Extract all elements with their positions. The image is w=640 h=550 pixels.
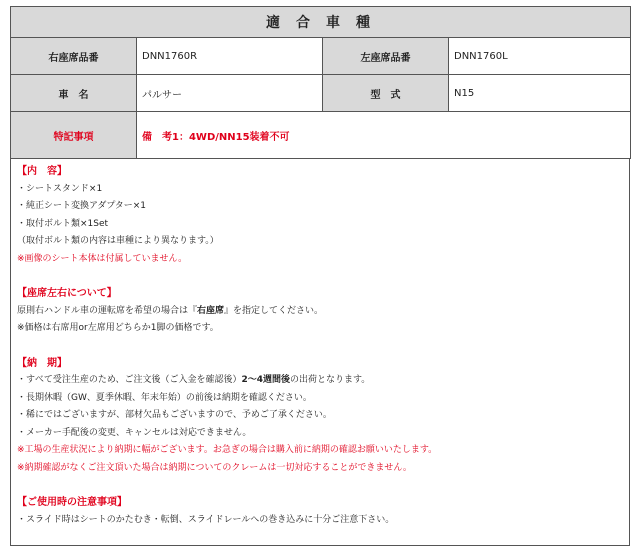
special-notes-value: 備 考1：4WD/NN15装着不可 [137,112,631,159]
caution-heading: 【ご使用時の注意事項】 [17,497,127,508]
seat-side-line: 原則右ハンドル車の運転席を希望の場合は『右座席』を指定してください。 [17,305,324,316]
model-label: 型 式 [323,75,449,112]
product-spec-sheet [10,6,630,546]
delivery-warning: ※納期確認がなくご注文頂いた場合は納期についてのクレームは一切対応することができません。 [17,462,412,473]
car-name-value: パルサー [137,75,323,112]
delivery-item: ・稀にではございますが、部材欠品もございますので、予めご了承ください。 [17,410,332,420]
contents-item: ・シートスタンド×1 [17,183,103,194]
product-details [10,159,630,546]
car-name-label: 車 名 [11,75,137,112]
seat-side-heading: 【座席左右について】 [17,288,117,299]
right-seat-part-number: DNN1760R [137,38,323,75]
model-value: N15 [449,75,631,112]
contents-item: ・純正シート変換アダプター×1 [17,201,147,211]
delivery-item: ・メーカー手配後の変更、キャンセルは対応できません。 [17,427,252,438]
delivery-item: ・すべて受注生産のため、ご注文後（ご入金を確認後）2〜4週間後の出荷となります。 [17,375,371,385]
contents-heading: 【内 容】 [17,166,67,177]
left-seat-label: 左座席品番 [323,38,449,75]
caution-line: ・スライド時はシートのかたむき・転倒、スライドレールへの巻き込みに十分ご注意下さい。 [17,514,395,525]
compatibility-table [10,6,631,159]
contents-warning: ※画像のシート本体は付属していません。 [17,253,188,264]
delivery-item: ・長期休暇（GW、夏季休暇、年末年始）の前後は納期を確認ください。 [17,392,312,403]
table-title: 適合車種 [11,7,631,38]
delivery-heading: 【納 期】 [17,357,67,369]
delivery-warning: ※工場の生産状況により納期に幅がございます。お急ぎの場合は購入前に納期の確認お願いいたします。 [17,445,438,455]
seat-side-price-note: ※価格は右席用or左席用どちらか1脚の価格です。 [17,323,219,333]
special-notes-label: 特記事項 [11,112,137,159]
left-seat-part-number: DNN1760L [449,38,631,75]
right-seat-label: 右座席品番 [11,38,137,75]
contents-item: ・取付ボルト類×1Set [17,218,109,229]
contents-item: （取付ボルト類の内容は車種により異なります。） [17,236,219,246]
